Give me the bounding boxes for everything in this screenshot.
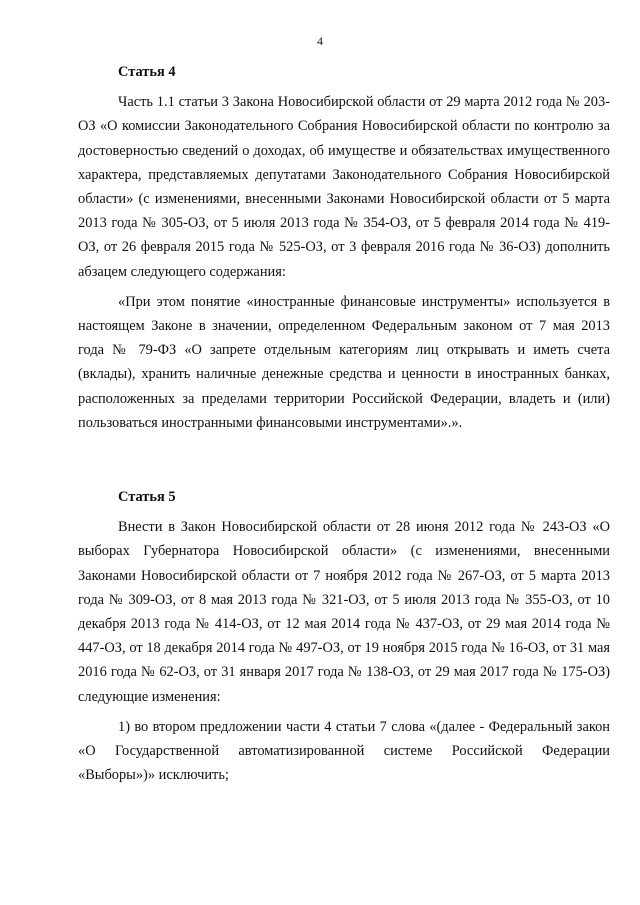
page-number: 4 [317, 34, 323, 48]
article-4 [78, 60, 610, 435]
article-paragraph: «При этом понятие «иностранные финансовые инструменты» используется в настоящем Законе в значении, определенном Федеральным законом от 7 мая 2013 года № 79-ФЗ «О запрете отдельным категориям лиц открывать и иметь счета (вклады), хранить наличные денежные средства и ценности в иностранных банках, расположенных за пределами территории Российской Федерации, владеть и (или) пользоваться иностранными финансовыми инструментами».». [78, 293, 610, 431]
article-paragraph: Внести в Закон Новосибирской области от 28 июня 2012 года № 243-ОЗ «О выборах Губернатора Новосибирской области» (с изменениями, внесенными Законами Новосибирской области от 7 ноября 2012 года № 267-ОЗ, от 5 марта 2013 года № 309-ОЗ, от 8 мая 2013 года № 321-ОЗ, от 5 июля 2013 года № 355-ОЗ, от 10 декабря 2013 года № 414-ОЗ, от 12 мая 2014 года № 437-ОЗ, от 29 мая 2014 года № 447-ОЗ, от 18 декабря 2014 года № 497-ОЗ, от 19 ноября 2015 года № 16-ОЗ, от 31 мая 2016 года № 62-ОЗ, от 31 января 2017 года № 138-ОЗ, от 29 мая 2017 года № 175-ОЗ) следующие изменения: [78, 519, 610, 705]
article-heading: Статья 4 [118, 64, 176, 80]
document-body [78, 60, 610, 787]
article-heading: Статья 5 [118, 489, 176, 506]
article-paragraph: 1) во втором предложении части 4 статьи 7 слова «(далее - Федеральный закон «О Государственной автоматизированной системе Российской Федерации «Выборы»)» исключить; [78, 718, 610, 784]
article-paragraph: Часть 1.1 статьи 3 Закона Новосибирской области от 29 марта 2012 года № 203-ОЗ «О комиссии Законодательного Собрания Новосибирской области по контролю за достоверностью сведений о доходах, об имуществе и обязательствах имущественного характера, представляемых депутатами Законодательного Собрания Новосибирской области» (с изменениями, внесенными Законами Новосибирской области от 5 марта 2013 года № 305-ОЗ, от 5 июля 2013 года № 354-ОЗ, от 5 февраля 2014 года № 419-ОЗ, от 26 февраля 2015 года № 525-ОЗ, от 3 февраля 2016 года № 36-ОЗ) дополнить абзацем следующего содержания: [78, 94, 610, 280]
article-5 [78, 485, 610, 787]
